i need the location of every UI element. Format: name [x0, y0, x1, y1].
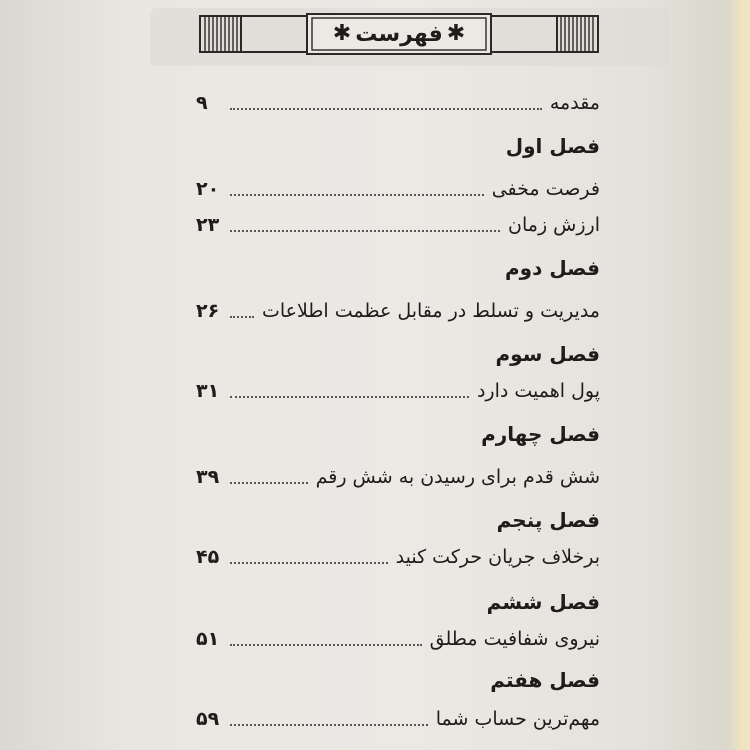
entry-title: پول اهمیت دارد — [476, 380, 600, 402]
dot-leader — [230, 644, 422, 646]
dot-leader — [230, 396, 469, 398]
page-number: ۳۹ — [196, 466, 220, 488]
toc-row-intro[interactable] — [196, 86, 600, 120]
toc-row[interactable] — [196, 622, 600, 656]
dot-leader — [230, 724, 428, 726]
dot-leader — [230, 316, 254, 318]
page-number: ۵۱ — [196, 628, 220, 650]
entry-title: ارزش زمان — [508, 214, 600, 236]
page-number: ۴۵ — [196, 546, 220, 568]
toc-row[interactable] — [196, 294, 600, 328]
chapter-heading: فصل سوم — [495, 342, 600, 366]
page-number: ۳۱ — [196, 380, 220, 402]
contents-banner — [199, 12, 599, 56]
chapter-heading: فصل اول — [505, 134, 600, 158]
entry-title: مقدمه — [549, 92, 600, 114]
toc-row[interactable] — [196, 374, 600, 408]
entry-title: شش قدم برای رسیدن به شش رقم — [315, 466, 600, 488]
page-edge — [728, 0, 750, 750]
title-text: فهرست — [355, 21, 443, 47]
entry-title: مهم‌ترین حساب شما — [435, 708, 600, 730]
toc-row[interactable] — [196, 208, 600, 242]
dot-leader — [230, 194, 484, 196]
dot-leader — [230, 230, 500, 232]
star-left-icon: ✱ — [332, 21, 352, 46]
entry-title: فرصت مخفی — [491, 178, 600, 200]
toc-row[interactable] — [196, 540, 600, 574]
dot-leader — [230, 562, 388, 564]
chapter-heading: فصل دوم — [505, 256, 600, 280]
toc-row[interactable] — [196, 172, 600, 206]
entry-title: نیروی شفافیت مطلق — [429, 628, 600, 650]
contents-title — [309, 18, 489, 50]
page-number: ۲۰ — [196, 178, 220, 200]
chapter-heading: فصل چهارم — [481, 422, 600, 446]
page-number: ۲۶ — [196, 300, 220, 322]
chapter-heading: فصل پنجم — [496, 508, 600, 532]
dot-leader — [230, 108, 542, 110]
page-number: ۲۳ — [196, 214, 220, 236]
toc-row[interactable] — [196, 702, 600, 736]
page-number: ۵۹ — [196, 708, 220, 730]
entry-title: برخلاف جریان حرکت کنید — [395, 546, 600, 568]
chapter-heading: فصل ششم — [486, 590, 600, 614]
chapter-heading: فصل هفتم — [490, 668, 600, 692]
star-right-icon: ✱ — [446, 21, 466, 46]
dot-leader — [230, 482, 308, 484]
entry-title: مدیریت و تسلط در مقابل عظمت اطلاعات — [261, 300, 600, 322]
page-number: ۹ — [196, 92, 208, 114]
toc-row[interactable] — [196, 460, 600, 494]
